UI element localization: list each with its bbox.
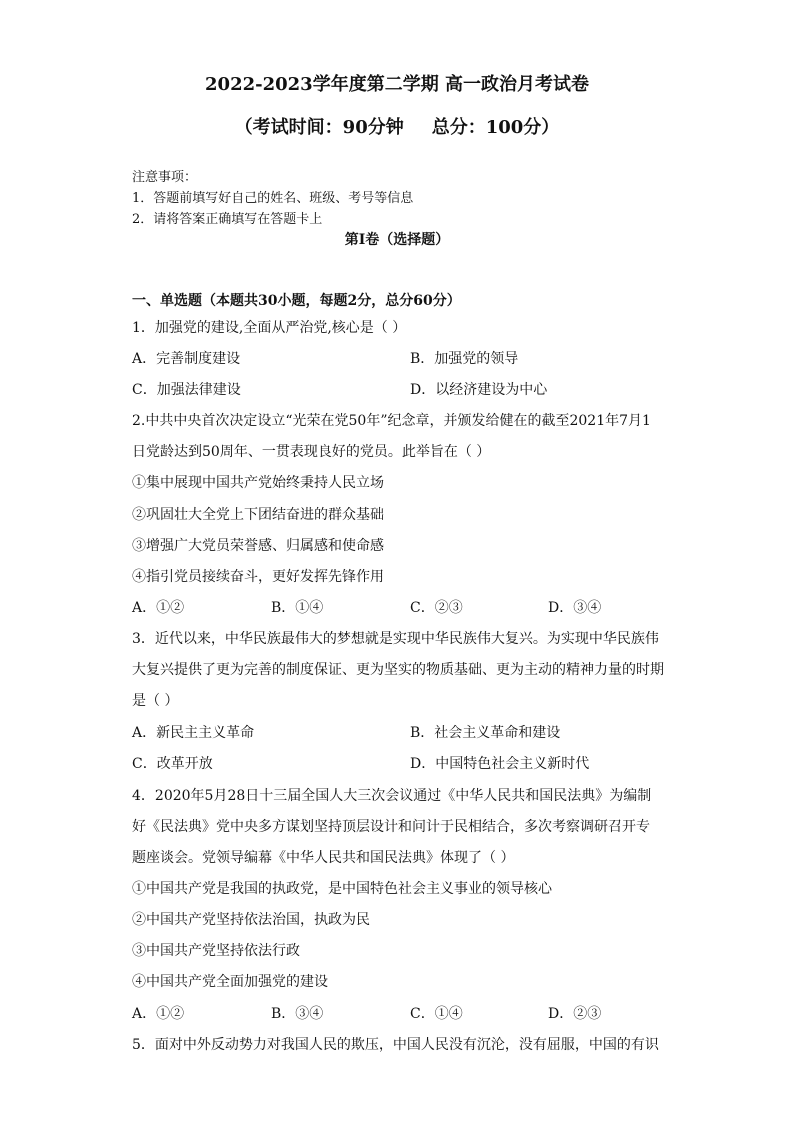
option-d: D．中国特色社会主义新时代 — [410, 756, 590, 772]
statement-item: ①集中展现中国共产党始终秉持人民立场 — [132, 475, 384, 491]
note-item: 2．请将答案正确填写在答题卡上 — [132, 212, 323, 227]
volume-title: 第I卷（选择题） — [344, 232, 450, 248]
notes-heading: 注意事项： — [132, 170, 198, 185]
exam-time: （考试时间：90分钟 — [234, 117, 404, 138]
question-stem: 题座谈会。党领导编幕《中华人民共和国民法典》体现了（ ） — [132, 850, 515, 866]
option-a: A．①② — [132, 1006, 185, 1022]
statement-item: ②中国共产党坚持依法治国，执政为民 — [132, 912, 370, 928]
option-d: D．以经济建设为中心 — [410, 382, 548, 398]
exam-title: 2022-2023学年度第二学期 高一政治月考试卷 — [205, 74, 589, 95]
question-stem: 5．面对中外反动势力对我国人民的欺压，中国人民没有沉沦，没有屈服，中国的有识 — [132, 1037, 659, 1053]
question-stem: 1．加强党的建设,全面从严治党,核心是（ ） — [132, 320, 407, 336]
option-c: C．改革开放 — [132, 756, 213, 772]
statement-item: ②巩固壮大全党上下团结奋进的群众基础 — [132, 507, 384, 523]
option-c: C．加强法律建设 — [132, 382, 241, 398]
note-item: 1．答题前填写好自己的姓名、班级、考号等信息 — [132, 191, 414, 206]
option-a: A．新民主主义革命 — [132, 725, 255, 741]
question-stem: 3．近代以来，中华民族最伟大的梦想就是实现中华民族伟大复兴。为实现中华民族伟 — [132, 631, 659, 647]
option-c: C．②③ — [410, 600, 463, 616]
option-d: D．②③ — [548, 1006, 602, 1022]
question-stem: 4．2020年5月28日十三届全国人大三次会议通过《中华人民共和国民法典》为编制 — [132, 788, 652, 804]
exam-meta — [0, 113, 794, 139]
statement-item: ③增强广大党员荣誉感、归属感和使命感 — [132, 538, 384, 554]
exam-score: 总分：100分） — [431, 117, 560, 138]
option-d: D．③④ — [548, 600, 602, 616]
question-stem: 大复兴提供了更为完善的制度保证、更为坚实的物质基础、更为主动的精神力量的时期 — [132, 662, 664, 678]
option-a: A．①② — [132, 600, 185, 616]
question-stem: 是（ ） — [132, 693, 179, 709]
option-b: B．社会主义革命和建设 — [410, 725, 561, 741]
option-b: B．①④ — [271, 600, 324, 616]
statement-item: ①中国共产党是我国的执政党，是中国特色社会主义事业的领导核心 — [132, 881, 552, 897]
statement-item: ④指引党员接续奋斗，更好发挥先锋作用 — [132, 569, 384, 585]
option-b: B．③④ — [271, 1006, 324, 1022]
statement-item: ④中国共产党全面加强党的建设 — [132, 974, 328, 990]
section-title: 一、单选题（本题共30小题，每题2分，总分60分） — [132, 293, 461, 309]
question-stem: 好《民法典》党中央多方谋划坚持顶层设计和问计于民相结合，多次考察调研召开专 — [132, 819, 650, 835]
statement-item: ③中国共产党坚持依法行政 — [132, 943, 300, 959]
option-b: B．加强党的领导 — [410, 351, 519, 367]
option-a: A．完善制度建设 — [132, 351, 241, 367]
question-stem: 2.中共中央首次决定设立“光荣在党50年”纪念章，并颁发给健在的截至2021年7月1 — [132, 413, 651, 429]
option-c: C．①④ — [410, 1006, 463, 1022]
question-stem: 日党龄达到50周年、一贯表现良好的党员。此举旨在（ ） — [132, 444, 491, 460]
